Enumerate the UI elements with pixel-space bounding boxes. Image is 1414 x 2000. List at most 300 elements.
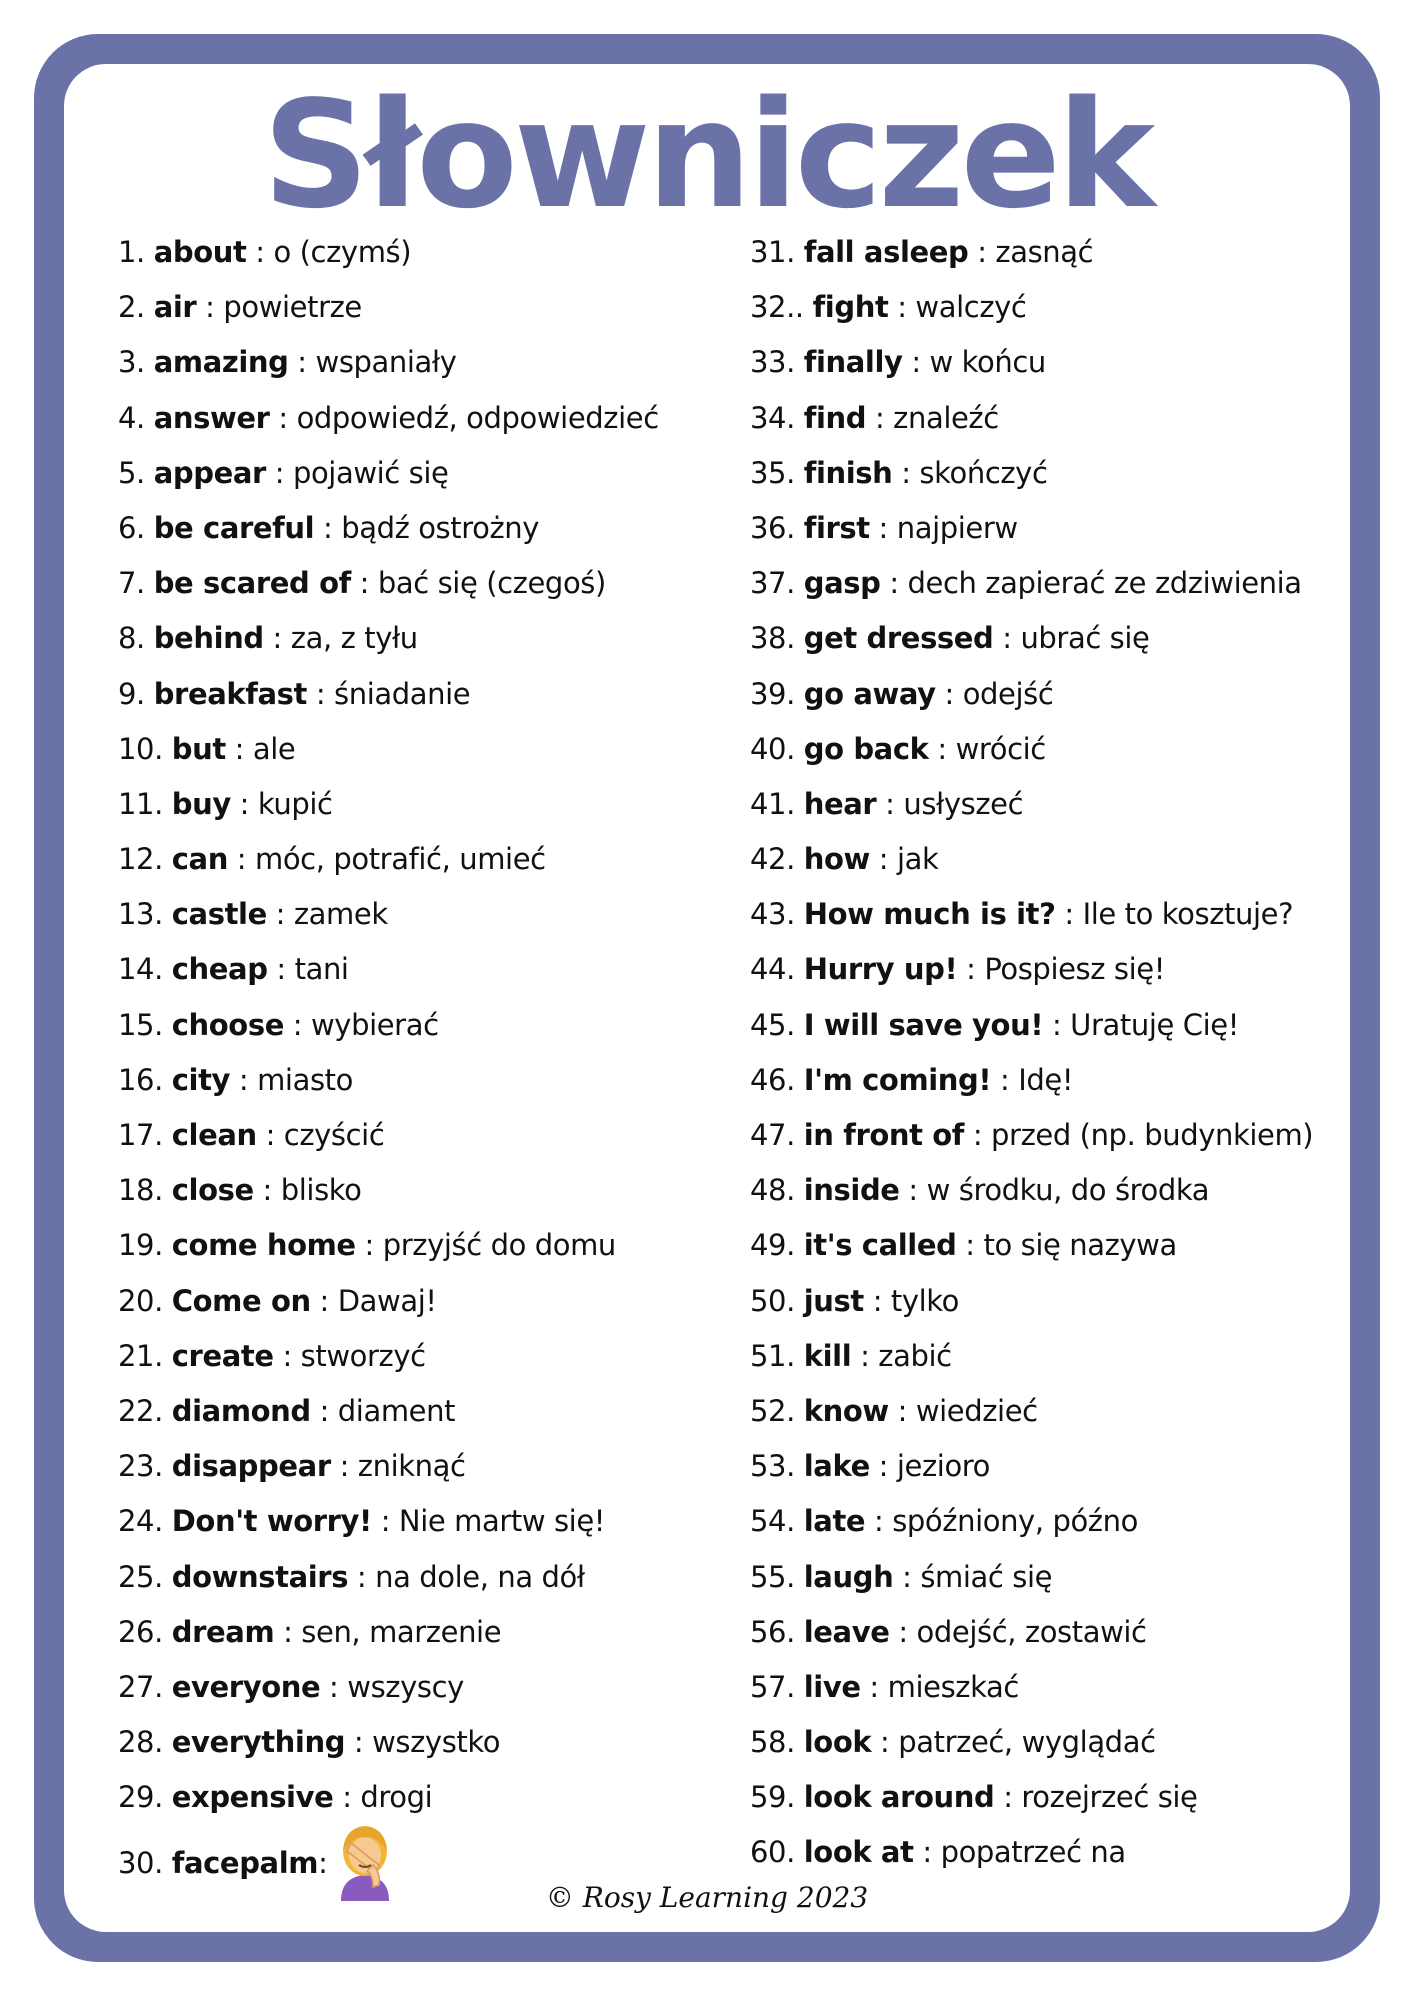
entry-number: 14. xyxy=(118,952,163,987)
vocab-entry xyxy=(750,1494,1370,1549)
entry-separator: : xyxy=(371,1504,399,1539)
entry-separator: : xyxy=(899,1173,927,1208)
entry-term: How much is it? xyxy=(803,897,1056,932)
vocab-entry xyxy=(750,1053,1370,1108)
entry-term: late xyxy=(803,1504,866,1539)
entry-number: 21. xyxy=(118,1338,163,1373)
entry-translation: ubrać się xyxy=(1020,621,1150,656)
entry-separator: : xyxy=(246,235,274,269)
entry-separator: : xyxy=(225,731,253,766)
entry-separator: : xyxy=(889,1614,917,1649)
entry-translation: o (czymś) xyxy=(273,235,412,269)
entry-term: get dressed xyxy=(803,621,994,656)
vocab-entry xyxy=(750,887,1370,942)
entry-number: 33. xyxy=(750,345,795,380)
entry-translation: tylko xyxy=(890,1283,959,1318)
entry-translation: sen, marzenie xyxy=(301,1614,502,1649)
entry-translation: odejść, zostawić xyxy=(916,1614,1147,1649)
entry-separator: : xyxy=(288,345,316,380)
entry-translation: Dawaj! xyxy=(337,1283,437,1318)
entry-translation: wszystko xyxy=(372,1725,501,1760)
entry-separator: : xyxy=(902,345,930,380)
entry-translation: Idę! xyxy=(1018,1062,1074,1097)
entry-translation: blisko xyxy=(280,1173,362,1208)
entry-number: 34. xyxy=(750,400,795,435)
entry-term: amazing xyxy=(153,345,289,380)
entry-number: 12. xyxy=(118,842,163,877)
entry-translation: miasto xyxy=(257,1062,353,1097)
entry-number: 6. xyxy=(118,510,145,545)
vocab-entry xyxy=(750,942,1370,997)
entry-number: 1. xyxy=(118,235,145,269)
vocab-entry xyxy=(118,446,738,501)
entry-term: laugh xyxy=(803,1559,894,1594)
entry-number: 60. xyxy=(750,1835,795,1870)
vocab-entry xyxy=(750,667,1370,722)
vocab-entry xyxy=(118,611,738,666)
entry-term: cheap xyxy=(171,952,268,987)
entry-term: downstairs xyxy=(171,1559,349,1594)
entry-separator: : xyxy=(230,786,258,821)
entry-term: air xyxy=(153,290,197,325)
vocab-entry xyxy=(750,998,1370,1053)
entry-number: 11. xyxy=(118,786,163,821)
entry-term: fall asleep xyxy=(803,235,969,269)
entry-number: 55. xyxy=(750,1559,795,1594)
entry-number: 10. xyxy=(118,731,163,766)
entry-term: gasp xyxy=(803,566,881,601)
entry-term: Come on xyxy=(171,1283,311,1318)
entry-translation: Nie martw się! xyxy=(398,1504,606,1539)
entry-translation: kupić xyxy=(257,786,333,821)
entry-term: go back xyxy=(803,731,929,766)
vocab-entry xyxy=(118,1605,738,1660)
entry-translation: zniknąć xyxy=(357,1449,466,1484)
vocab-entry xyxy=(750,446,1370,501)
entry-translation: przed (np. budynkiem) xyxy=(991,1118,1314,1152)
entry-number: 54. xyxy=(750,1504,795,1539)
entry-number: 56. xyxy=(750,1614,795,1649)
vocab-entry xyxy=(118,722,738,777)
entry-number: 18. xyxy=(118,1173,163,1208)
entry-number: 13. xyxy=(118,897,163,932)
entry-term: choose xyxy=(171,1007,284,1042)
entry-separator: : xyxy=(964,1118,992,1152)
entry-separator: : xyxy=(888,1393,916,1428)
entry-number: 44. xyxy=(750,952,795,987)
entry-term: know xyxy=(803,1393,889,1428)
entry-number: 4. xyxy=(118,400,145,435)
entry-translation: skończyć xyxy=(919,455,1048,490)
vocab-entry xyxy=(750,1384,1370,1439)
entry-translation: zabić xyxy=(878,1338,952,1373)
entry-separator: : xyxy=(230,1062,258,1097)
vocab-entry xyxy=(750,777,1370,832)
entry-term: hear xyxy=(803,786,877,821)
entry-separator: : xyxy=(253,1173,281,1208)
entry-separator: : xyxy=(880,566,908,601)
entry-term: clean xyxy=(171,1118,257,1152)
entry-translation: znaleźć xyxy=(893,400,999,435)
entry-translation: diament xyxy=(337,1393,456,1428)
entry-separator: : xyxy=(330,1449,358,1484)
vocab-entry xyxy=(750,556,1370,611)
vocab-entry xyxy=(118,942,738,997)
vocab-column-right xyxy=(750,225,1370,1881)
vocab-entry xyxy=(118,777,738,832)
entry-separator: : xyxy=(1055,897,1083,932)
entry-number: 58. xyxy=(750,1725,795,1760)
vocab-entry xyxy=(118,1660,738,1715)
entry-term: lake xyxy=(803,1449,870,1484)
entry-number: 48. xyxy=(750,1173,795,1208)
entry-translation: to się nazywa xyxy=(983,1228,1177,1263)
entry-separator: : xyxy=(269,400,297,435)
entry-term: close xyxy=(171,1173,254,1208)
entry-number: 9. xyxy=(118,676,145,711)
entry-number: 51. xyxy=(750,1338,795,1373)
vocab-entry xyxy=(118,280,738,335)
vocab-entry xyxy=(750,1715,1370,1770)
entry-term: breakfast xyxy=(153,676,307,711)
entry-number: 35. xyxy=(750,455,795,490)
entry-translation: wybierać xyxy=(310,1007,439,1042)
entry-separator: : xyxy=(273,1338,301,1373)
entry-separator: : xyxy=(851,1338,879,1373)
entry-number: 36. xyxy=(750,510,795,545)
vocab-entry xyxy=(118,335,738,390)
vocab-entry xyxy=(750,832,1370,887)
entry-term: finally xyxy=(803,345,903,380)
entry-term: but xyxy=(171,731,226,766)
entry-translation: na dole, na dół xyxy=(375,1559,585,1594)
entry-number: 27. xyxy=(118,1669,163,1704)
vocab-entry xyxy=(750,1108,1370,1163)
vocab-entry xyxy=(118,1715,738,1770)
entry-translation: zasnąć xyxy=(995,235,1094,269)
entry-term: appear xyxy=(153,455,266,490)
vocab-entry xyxy=(118,1274,738,1329)
entry-translation: dech zapierać ze zdziwienia xyxy=(907,566,1302,601)
vocab-column-left xyxy=(118,225,738,1881)
entry-term: fight xyxy=(812,290,889,325)
entry-term: I'm coming! xyxy=(803,1062,992,1097)
entry-term: everyone xyxy=(171,1669,321,1704)
entry-translation: móc, potrafić, umieć xyxy=(254,842,546,877)
entry-separator: : xyxy=(991,1062,1019,1097)
entry-number: 3. xyxy=(118,345,145,380)
entry-separator: : xyxy=(1043,1007,1071,1042)
vocab-entry xyxy=(750,1770,1370,1825)
entry-translation: ale xyxy=(252,731,296,766)
vocab-entry xyxy=(750,1329,1370,1384)
entry-term: look xyxy=(803,1725,872,1760)
entry-translation: stworzyć xyxy=(300,1338,426,1373)
entry-translation: Ile to kosztuje? xyxy=(1082,897,1294,932)
vocab-entry xyxy=(750,1218,1370,1273)
entry-term: Don't worry! xyxy=(171,1504,372,1539)
entry-term: kill xyxy=(803,1338,852,1373)
entry-translation: usłyszeć xyxy=(903,786,1024,821)
entry-number: 43. xyxy=(750,897,795,932)
entry-separator: : xyxy=(267,952,295,987)
entry-translation: drogi xyxy=(360,1780,433,1815)
entry-term: find xyxy=(803,400,867,435)
entry-translation: bądź ostrożny xyxy=(341,510,540,545)
entry-number: 59. xyxy=(750,1780,795,1815)
entry-translation: najpierw xyxy=(896,510,1018,545)
entry-number: 28. xyxy=(118,1725,163,1760)
entry-term: look around xyxy=(803,1780,995,1815)
entry-separator: : xyxy=(994,1780,1022,1815)
entry-number: 41. xyxy=(750,786,795,821)
vocab-entry xyxy=(750,225,1370,280)
entry-separator: : xyxy=(318,1846,328,1881)
entry-separator: : xyxy=(266,897,294,932)
vocab-entry xyxy=(118,1770,738,1825)
entry-term: castle xyxy=(171,897,267,932)
entry-number: 19. xyxy=(118,1228,163,1263)
entry-term: come home xyxy=(171,1228,356,1263)
entry-translation: Uratuję Cię! xyxy=(1070,1007,1239,1042)
entry-separator: : xyxy=(869,842,897,877)
entry-term: city xyxy=(171,1062,231,1097)
entry-number: 25. xyxy=(118,1559,163,1594)
entry-separator: : xyxy=(876,786,904,821)
entry-separator: : xyxy=(869,1449,897,1484)
vocab-entry xyxy=(750,1825,1370,1880)
entry-term: facepalm xyxy=(171,1846,319,1881)
entry-translation: mieszkać xyxy=(887,1669,1019,1704)
entry-separator: : xyxy=(871,1725,899,1760)
vocab-entry xyxy=(750,722,1370,777)
vocab-entry xyxy=(750,335,1370,390)
entry-number: 24. xyxy=(118,1504,163,1539)
entry-separator: : xyxy=(888,290,916,325)
entry-number: 52. xyxy=(750,1393,795,1428)
entry-translation: jak xyxy=(896,842,939,877)
vocab-entry xyxy=(118,1550,738,1605)
entry-number: 38. xyxy=(750,621,795,656)
entry-separator: : xyxy=(863,1283,891,1318)
entry-translation: odpowiedź, odpowiedzieć xyxy=(296,400,659,435)
entry-separator: : xyxy=(913,1835,941,1870)
entry-term: be careful xyxy=(153,510,315,545)
vocab-entry xyxy=(118,1108,738,1163)
entry-number: 45. xyxy=(750,1007,795,1042)
entry-translation: rozejrzeć się xyxy=(1021,1780,1198,1815)
entry-translation: zamek xyxy=(293,897,388,932)
entry-term: inside xyxy=(803,1173,900,1208)
entry-number: 31. xyxy=(750,235,795,269)
vocab-entry xyxy=(750,501,1370,556)
entry-translation: wiedzieć xyxy=(915,1393,1038,1428)
entry-number: 37. xyxy=(750,566,795,601)
vocab-entry xyxy=(118,1329,738,1384)
entry-separator: : xyxy=(263,621,291,656)
entry-term: just xyxy=(803,1283,864,1318)
entry-term: diamond xyxy=(171,1393,311,1428)
entry-translation: spóźniony, późno xyxy=(892,1504,1138,1539)
vocab-entry xyxy=(750,1439,1370,1494)
entry-number: 39. xyxy=(750,676,795,711)
entry-translation: w końcu xyxy=(929,345,1046,380)
entry-term: answer xyxy=(153,400,270,435)
entry-separator: : xyxy=(310,1283,338,1318)
entry-number: 29. xyxy=(118,1780,163,1815)
entry-separator: : xyxy=(865,1504,893,1539)
entry-number: 47. xyxy=(750,1118,795,1152)
entry-separator: : xyxy=(355,1228,383,1263)
vocab-entry xyxy=(118,667,738,722)
entry-separator: : xyxy=(307,676,335,711)
entry-term: leave xyxy=(803,1614,890,1649)
vocab-entry xyxy=(118,1439,738,1494)
entry-number: 49. xyxy=(750,1228,795,1263)
entry-separator: : xyxy=(310,1393,338,1428)
entry-separator: : xyxy=(860,1669,888,1704)
vocab-entry xyxy=(750,1274,1370,1329)
entry-number: 30. xyxy=(118,1846,163,1881)
entry-separator: : xyxy=(892,455,920,490)
entry-number: 40. xyxy=(750,731,795,766)
entry-number: 46. xyxy=(750,1062,795,1097)
entry-translation: śmiać się xyxy=(920,1559,1053,1594)
vocab-entry xyxy=(118,998,738,1053)
entry-translation: bać się (czegoś) xyxy=(377,566,606,601)
vocab-entry xyxy=(118,1384,738,1439)
vocab-entry xyxy=(118,832,738,887)
entry-number: 23. xyxy=(118,1449,163,1484)
entry-separator: : xyxy=(866,400,894,435)
vocab-entry xyxy=(118,1218,738,1273)
entry-number: 15. xyxy=(118,1007,163,1042)
entry-number: 42. xyxy=(750,842,795,877)
entry-term: be scared of xyxy=(153,566,351,601)
entry-number: 16. xyxy=(118,1062,163,1097)
entry-separator: : xyxy=(869,510,897,545)
entry-separator: : xyxy=(345,1725,373,1760)
entry-translation: popatrzeć na xyxy=(940,1835,1126,1870)
entry-term: I will save you! xyxy=(803,1007,1044,1042)
entry-number: 50. xyxy=(750,1283,795,1318)
entry-separator: : xyxy=(993,621,1021,656)
entry-number: 2. xyxy=(118,290,145,325)
entry-translation: patrzeć, wyglądać xyxy=(898,1725,1156,1760)
entry-translation: za, z tyłu xyxy=(290,621,418,656)
entry-translation: tani xyxy=(294,952,349,987)
entry-term: in front of xyxy=(803,1118,965,1152)
page-title: Słowniczek xyxy=(262,69,1152,241)
entry-separator: : xyxy=(350,566,378,601)
entry-separator: : xyxy=(956,1228,984,1263)
entry-translation: pojawić się xyxy=(292,455,449,490)
entry-term: how xyxy=(803,842,870,877)
entry-separator: : xyxy=(935,676,963,711)
entry-term: first xyxy=(803,510,870,545)
vocab-entry xyxy=(750,391,1370,446)
entry-translation: powietrze xyxy=(223,290,362,325)
vocab-entry xyxy=(118,1163,738,1218)
entry-number: 7. xyxy=(118,566,145,601)
entry-number: 17. xyxy=(118,1118,163,1152)
entry-separator: : xyxy=(968,235,996,269)
entry-translation: wszyscy xyxy=(347,1669,464,1704)
entry-translation: czyścić xyxy=(283,1118,385,1152)
entry-term: expensive xyxy=(171,1780,334,1815)
entry-number: 53. xyxy=(750,1449,795,1484)
entry-number: 8. xyxy=(118,621,145,656)
entry-translation: przyjść do domu xyxy=(382,1228,616,1263)
entry-separator: : xyxy=(256,1118,284,1152)
entry-separator: : xyxy=(348,1559,376,1594)
entry-term: buy xyxy=(171,786,231,821)
entry-number: 32.. xyxy=(750,290,804,325)
entry-translation: walczyć xyxy=(915,290,1027,325)
entry-separator: : xyxy=(265,455,293,490)
entry-term: look at xyxy=(803,1835,914,1870)
entry-translation: jezioro xyxy=(896,1449,991,1484)
vocab-entry xyxy=(750,280,1370,335)
vocab-entry xyxy=(118,225,738,280)
entry-term: dream xyxy=(171,1614,275,1649)
entry-separator: : xyxy=(227,842,255,877)
entry-separator: : xyxy=(893,1559,921,1594)
entry-separator: : xyxy=(320,1669,348,1704)
entry-term: live xyxy=(803,1669,861,1704)
vocab-entry xyxy=(118,501,738,556)
entry-separator: : xyxy=(314,510,342,545)
vocab-entry xyxy=(118,1053,738,1108)
entry-term: finish xyxy=(803,455,893,490)
entry-separator: : xyxy=(196,290,224,325)
entry-term: it's called xyxy=(803,1228,957,1263)
entry-translation: w środku, do środka xyxy=(926,1173,1210,1208)
vocab-entry xyxy=(750,1163,1370,1218)
entry-translation: Pospiesz się! xyxy=(984,952,1165,987)
vocab-entry xyxy=(118,391,738,446)
entry-separator: : xyxy=(283,1007,311,1042)
vocab-entry xyxy=(750,1605,1370,1660)
entry-number: 20. xyxy=(118,1283,163,1318)
entry-separator: : xyxy=(957,952,985,987)
entry-term: can xyxy=(171,842,228,877)
entry-translation: wrócić xyxy=(955,731,1046,766)
copyright-notice: © Rosy Learning 2023 xyxy=(545,1881,869,1914)
entry-term: disappear xyxy=(171,1449,331,1484)
entry-number: 22. xyxy=(118,1393,163,1428)
entry-term: go away xyxy=(803,676,936,711)
vocab-entry xyxy=(118,887,738,942)
entry-number: 5. xyxy=(118,455,145,490)
vocab-entry xyxy=(118,1494,738,1549)
entry-translation: odejść xyxy=(962,676,1054,711)
entry-term: behind xyxy=(153,621,264,656)
entry-number: 26. xyxy=(118,1614,163,1649)
entry-term: create xyxy=(171,1338,274,1373)
vocab-entry xyxy=(118,1825,738,1880)
entry-translation: śniadanie xyxy=(334,676,471,711)
entry-separator: : xyxy=(333,1780,361,1815)
entry-separator: : xyxy=(928,731,956,766)
entry-term: about xyxy=(153,235,247,269)
vocab-entry xyxy=(118,556,738,611)
entry-separator: : xyxy=(274,1614,302,1649)
entry-term: Hurry up! xyxy=(803,952,958,987)
entry-number: 57. xyxy=(750,1669,795,1704)
entry-translation: wspaniały xyxy=(315,345,457,380)
entry-term: everything xyxy=(171,1725,346,1760)
